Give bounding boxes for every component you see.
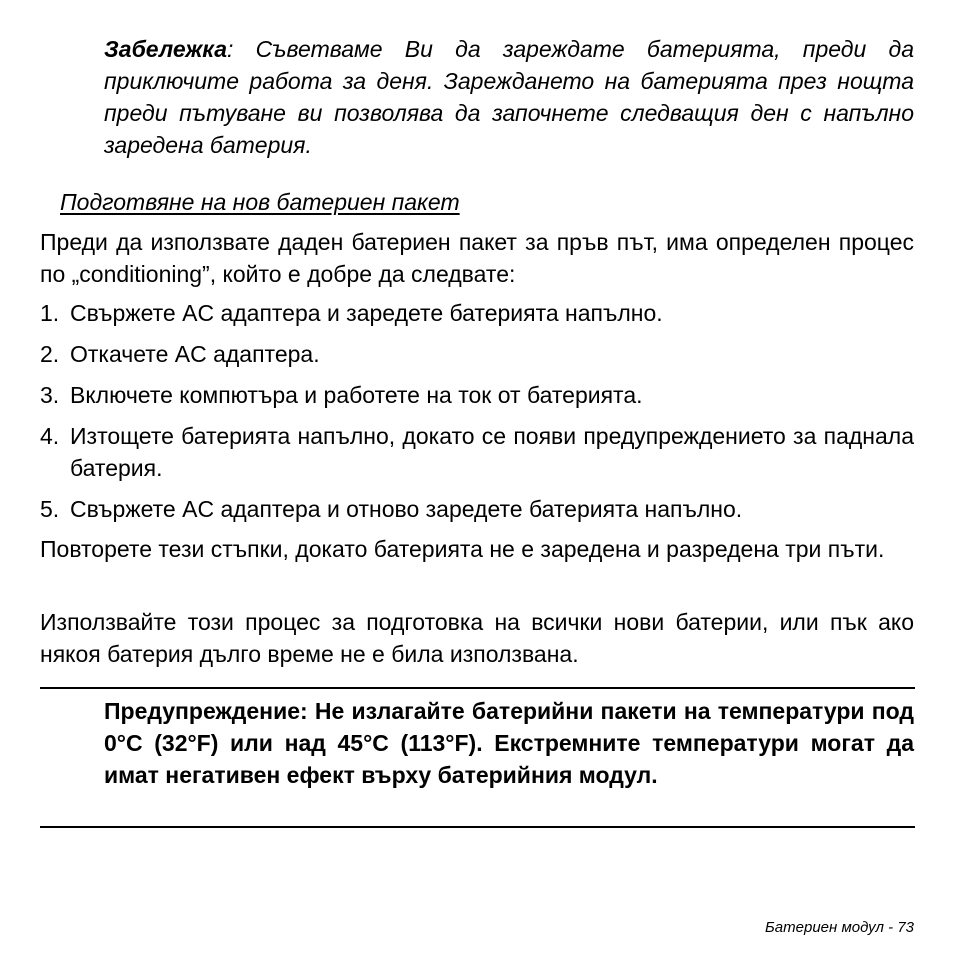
warning-bottom-divider	[40, 826, 915, 828]
note-block	[104, 33, 914, 161]
list-item	[40, 420, 914, 484]
section-heading: Подготвяне на нов батериен пакет	[60, 189, 460, 215]
step-text: Изтощете батерията напълно, докато се появи предупреждението за паднала батерия.	[70, 423, 914, 481]
step-number: 1.	[40, 300, 60, 326]
list-item	[40, 297, 914, 329]
step-number: 5.	[40, 496, 60, 522]
step-text: Свържете AC адаптера и отново заредете батерията напълно.	[70, 496, 743, 522]
page-footer	[765, 918, 914, 938]
step-number: 3.	[40, 382, 60, 408]
note-label: Забележка	[104, 36, 228, 62]
list-item	[40, 493, 914, 525]
repeat-paragraph: Повторете тези стъпки, докато батерията не е заредена и разредена три пъти.	[40, 536, 885, 562]
footer-section-name: Батериен модул -	[765, 919, 894, 936]
intro-paragraph: Преди да използвате даден батериен пакет за пръв път, има определен процес по „conditioning”, който е добре да следвате:	[40, 229, 914, 287]
step-number: 4.	[40, 423, 60, 449]
note-text: : Съветваме Ви да зареждате батерията, преди да приключите работа за деня. Зареждането на батерията през нощта преди пътуване ви позволява да започнете следващия ден с напълно заредена батерия.	[104, 36, 914, 158]
usage-paragraph: Използвайте този процес за подготовка на всички нови батерии, или пък ако някоя батерия дълго време не е била използвана.	[40, 609, 914, 667]
list-item	[40, 379, 914, 411]
step-text: Включете компютъра и работете на ток от батерията.	[70, 382, 643, 408]
page-number: 73	[897, 919, 914, 936]
warning-block: Предупреждение: Не излагайте батерийни пакети на температури под 0°C (32°F) или над 45°C (113°F). Екстремните температури могат да имат негативен ефект върху батерийния модул.	[104, 698, 914, 788]
warning-top-divider	[40, 687, 915, 689]
step-text: Откачете AC адаптера.	[70, 341, 320, 367]
step-number: 2.	[40, 341, 60, 367]
steps-list	[40, 297, 914, 534]
list-item	[40, 338, 914, 370]
step-text: Свържете AC адаптера и заредете батерията напълно.	[70, 300, 663, 326]
